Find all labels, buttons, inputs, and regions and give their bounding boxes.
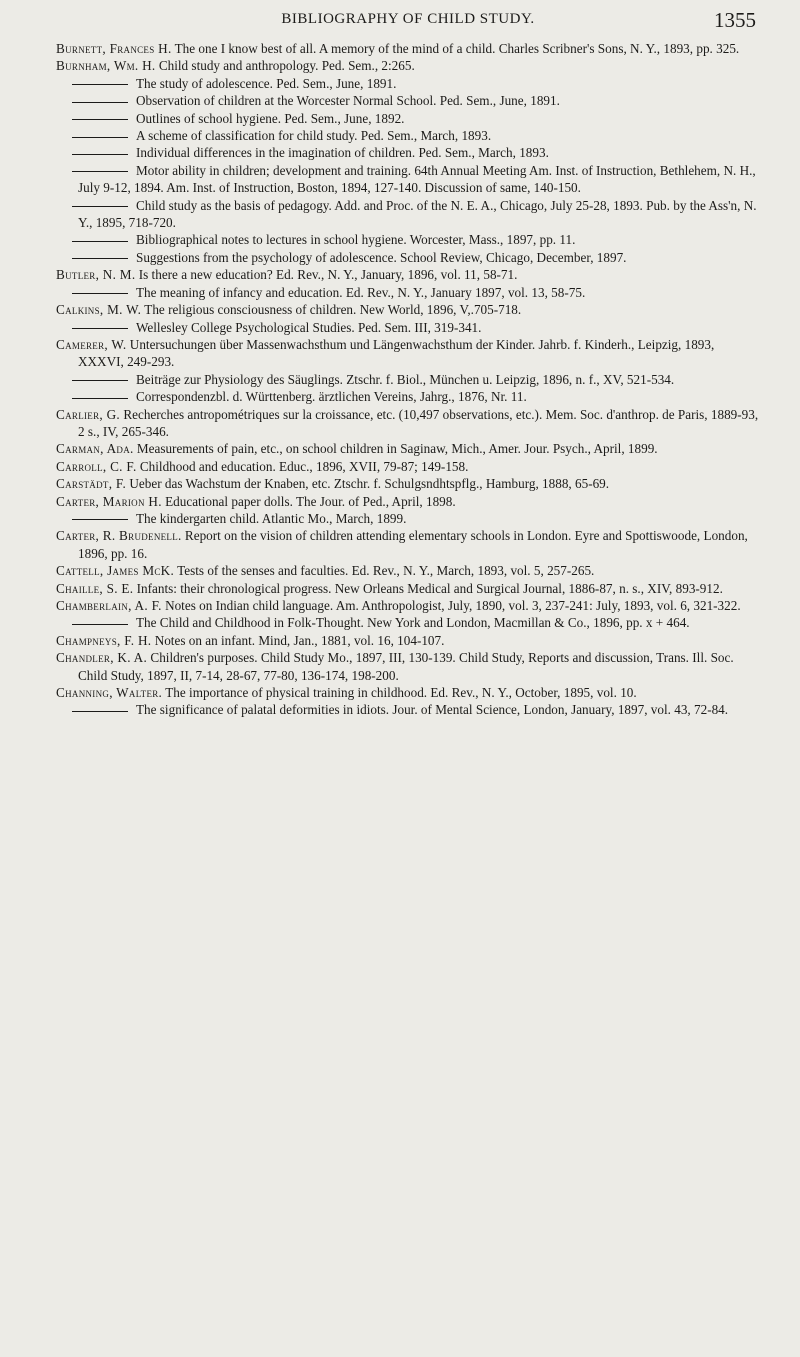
bibliography-entry	[56, 197, 760, 232]
entry-text: The significance of palatal deformities in idiots. Jour. of Mental Science, London, January, 1897, vol. 43, 72-84.	[136, 702, 729, 718]
bibliography-entry	[56, 301, 760, 318]
entry-author: Chaille, S. E.	[56, 580, 134, 596]
same-author-rule	[72, 137, 128, 138]
same-author-rule	[72, 206, 128, 207]
running-head	[56, 8, 760, 34]
bibliography-entry	[56, 493, 760, 510]
bibliography-entry	[56, 388, 760, 405]
bibliography-entry	[56, 57, 760, 74]
entry-author: Chamberlain, A. F.	[56, 598, 162, 613]
entry-author: Camerer, W.	[56, 336, 127, 352]
bibliography-entry	[56, 127, 760, 144]
entry-text: The importance of physical training in childhood. Ed. Rev., N. Y., October, 1895, vol. 10.	[165, 685, 637, 701]
bibliography-entry	[56, 475, 760, 492]
bibliography-entry	[56, 284, 760, 301]
entry-text: The religious consciousness of children. New World, 1896, V,.705-718.	[144, 302, 522, 318]
page-number: 1355	[714, 8, 756, 32]
bibliography-entry	[56, 684, 760, 701]
entry-text: The kindergarten child. Atlantic Mo., March, 1899.	[136, 510, 407, 526]
entry-author: Calkins, M. W.	[56, 302, 142, 318]
entry-text: Observation of children at the Worcester Normal School. Ped. Sem., June, 1891.	[136, 93, 560, 109]
same-author-rule	[72, 119, 128, 120]
bibliography-entry	[56, 75, 760, 92]
bibliography-entry	[56, 527, 760, 562]
page-title: BIBLIOGRAPHY OF CHILD STUDY.	[281, 11, 535, 27]
entry-text: Report on the vision of children attending elementary schools in London. Eyre and Spottiswoode, London, 1896, pp. 16.	[78, 528, 748, 561]
bibliography-entry	[56, 319, 760, 336]
entry-text: Correspondenzbl. d. Württenberg. ärztlichen Vereins, Jahrg., 1876, Nr. 11.	[136, 389, 527, 405]
same-author-rule	[72, 241, 128, 242]
bibliography-entry	[56, 144, 760, 161]
entry-author: Channing, Walter.	[56, 685, 163, 701]
entry-text: Individual differences in the imagination of children. Ped. Sem., March, 1893.	[136, 145, 549, 161]
bibliography-entry	[56, 40, 760, 57]
same-author-rule	[72, 293, 128, 294]
entry-text: The Child and Childhood in Folk-Thought. New York and London, Macmillan & Co., 1896, pp. x + 464.	[136, 615, 690, 631]
entry-text: Untersuchungen über Massenwachsthum und Längenwachsthum der Kinder. Jahrb. f. Kinderh., Leipzig, 1893, XXXVI, 249-293.	[78, 336, 715, 370]
entry-text: Child study and anthropology. Ped. Sem., 2:265.	[158, 58, 415, 74]
same-author-rule	[72, 171, 128, 172]
entry-author: Carman, Ada.	[56, 441, 134, 457]
same-author-rule	[72, 84, 128, 85]
entry-text: Ueber das Wachstum der Knaben, etc. Ztschr. f. Schulgsndhtspflg., Hamburg, 1888, 65-69.	[129, 476, 610, 492]
same-author-rule	[72, 711, 128, 712]
bibliography-entry	[56, 249, 760, 266]
bibliography-entry	[56, 458, 760, 475]
same-author-rule	[72, 328, 128, 329]
entry-author: Cattell, James McK.	[56, 563, 175, 579]
entry-text: Motor ability in children; development and training. 64th Annual Meeting Am. Inst. of Instruction, Bethlehem, N. H., July 9-12, 1894. Am. Inst. of Instruction, Boston, 1894, 127-140. Discussion of same, 140-150.	[78, 162, 756, 196]
entry-author: Burnham, Wm. H.	[56, 58, 156, 74]
entry-text: Tests of the senses and faculties. Ed. Rev., N. Y., March, 1893, vol. 5, 257-265.	[177, 563, 595, 579]
bibliography-entry	[56, 510, 760, 527]
bibliography-entry	[56, 649, 760, 684]
entry-author: Carter, Marion H.	[56, 493, 162, 509]
same-author-rule	[72, 624, 128, 625]
entry-text: Childhood and education. Educ., 1896, XVII, 79-87; 149-158.	[139, 458, 469, 474]
entry-text: Infants: their chronological progress. New Orleans Medical and Surgical Journal, 1886-87, n. s., XIV, 893-912.	[136, 580, 723, 596]
entry-author: Burnett, Frances H.	[56, 41, 172, 56]
entry-text: Children's purposes. Child Study Mo., 1897, III, 130-139. Child Study, Reports and discussion, Trans. Ill. Soc. Child Study, 1897, II, 7-14, 28-67, 77-80, 136-174, 198-200.	[78, 650, 734, 683]
bibliography-entry	[56, 92, 760, 109]
bibliography-entry	[56, 440, 760, 457]
same-author-rule	[72, 102, 128, 103]
bibliography-entries	[56, 40, 760, 719]
entry-author: Carstädt, F.	[56, 476, 127, 492]
entry-author: Carroll, C. F.	[56, 458, 137, 474]
entry-text: Recherches antropométriques sur la croissance, etc. (10,497 observations, etc.). Mem. Soc. d'anthrop. de Paris, 1889-93, 2 s., IV, 265-346.	[78, 406, 759, 439]
entry-text: Is there a new education? Ed. Rev., N. Y., January, 1896, vol. 11, 58-71.	[138, 267, 518, 283]
entry-text: Suggestions from the psychology of adolescence. School Review, Chicago, December, 1897.	[136, 249, 627, 265]
bibliography-entry	[56, 266, 760, 283]
entry-text: Notes on Indian child language. Am. Anthropologist, July, 1890, vol. 3, 237-241: July, 1893, vol. 6, 321-322.	[165, 598, 741, 613]
bibliography-entry	[56, 110, 760, 127]
entry-text: Outlines of school hygiene. Ped. Sem., June, 1892.	[136, 110, 405, 126]
same-author-rule	[72, 258, 128, 259]
entry-text: Child study as the basis of pedagogy. Add. and Proc. of the N. E. A., Chicago, July 25-28, 1893. Pub. by the Ass'n, N. Y., 1895, 718-720.	[78, 197, 757, 231]
entry-text: The meaning of infancy and education. Ed. Rev., N. Y., January 1897, vol. 13, 58-75.	[136, 284, 586, 300]
same-author-rule	[72, 398, 128, 399]
bibliography-entry	[56, 231, 760, 248]
entry-text: Educational paper dolls. The Jour. of Ped., April, 1898.	[165, 493, 456, 509]
entry-author: Carlier, G.	[56, 406, 121, 422]
entry-author: Butler, N. M.	[56, 267, 136, 283]
entry-text: A scheme of classification for child study. Ped. Sem., March, 1893.	[136, 128, 492, 144]
entry-text: Beiträge zur Physiology des Säuglings. Ztschr. f. Biol., München u. Leipzig, 1896, n. f., XV, 521-534.	[136, 371, 675, 387]
bibliography-entry	[56, 614, 760, 631]
entry-text: Measurements of pain, etc., on school children in Saginaw, Mich., Amer. Jour. Psych., April, 1899.	[136, 441, 658, 457]
bibliography-entry	[56, 371, 760, 388]
bibliography-entry	[56, 597, 760, 614]
bibliography-entry	[56, 406, 760, 441]
same-author-rule	[72, 519, 128, 520]
entry-text: Notes on an infant. Mind, Jan., 1881, vol. 16, 104-107.	[154, 632, 445, 648]
bibliography-entry	[56, 632, 760, 649]
bibliography-entry	[56, 162, 760, 197]
entry-author: Carter, R. Brudenell.	[56, 528, 182, 544]
entry-author: Champneys, F. H.	[56, 632, 152, 648]
bibliography-entry	[56, 580, 760, 597]
bibliography-entry	[56, 562, 760, 579]
same-author-rule	[72, 154, 128, 155]
entry-text: The study of adolescence. Ped. Sem., June, 1891.	[136, 75, 397, 91]
entry-text: Bibliographical notes to lectures in school hygiene. Worcester, Mass., 1897, pp. 11.	[136, 232, 576, 248]
entry-text: The one I know best of all. A memory of the mind of a child. Charles Scribner's Sons, N. Y., 1893, pp. 325.	[174, 41, 740, 56]
entry-text: Wellesley College Psychological Studies. Ped. Sem. III, 319-341.	[136, 319, 482, 335]
bibliography-entry	[56, 336, 760, 371]
bibliography-entry	[56, 701, 760, 718]
same-author-rule	[72, 380, 128, 381]
entry-author: Chandler, K. A.	[56, 650, 148, 666]
